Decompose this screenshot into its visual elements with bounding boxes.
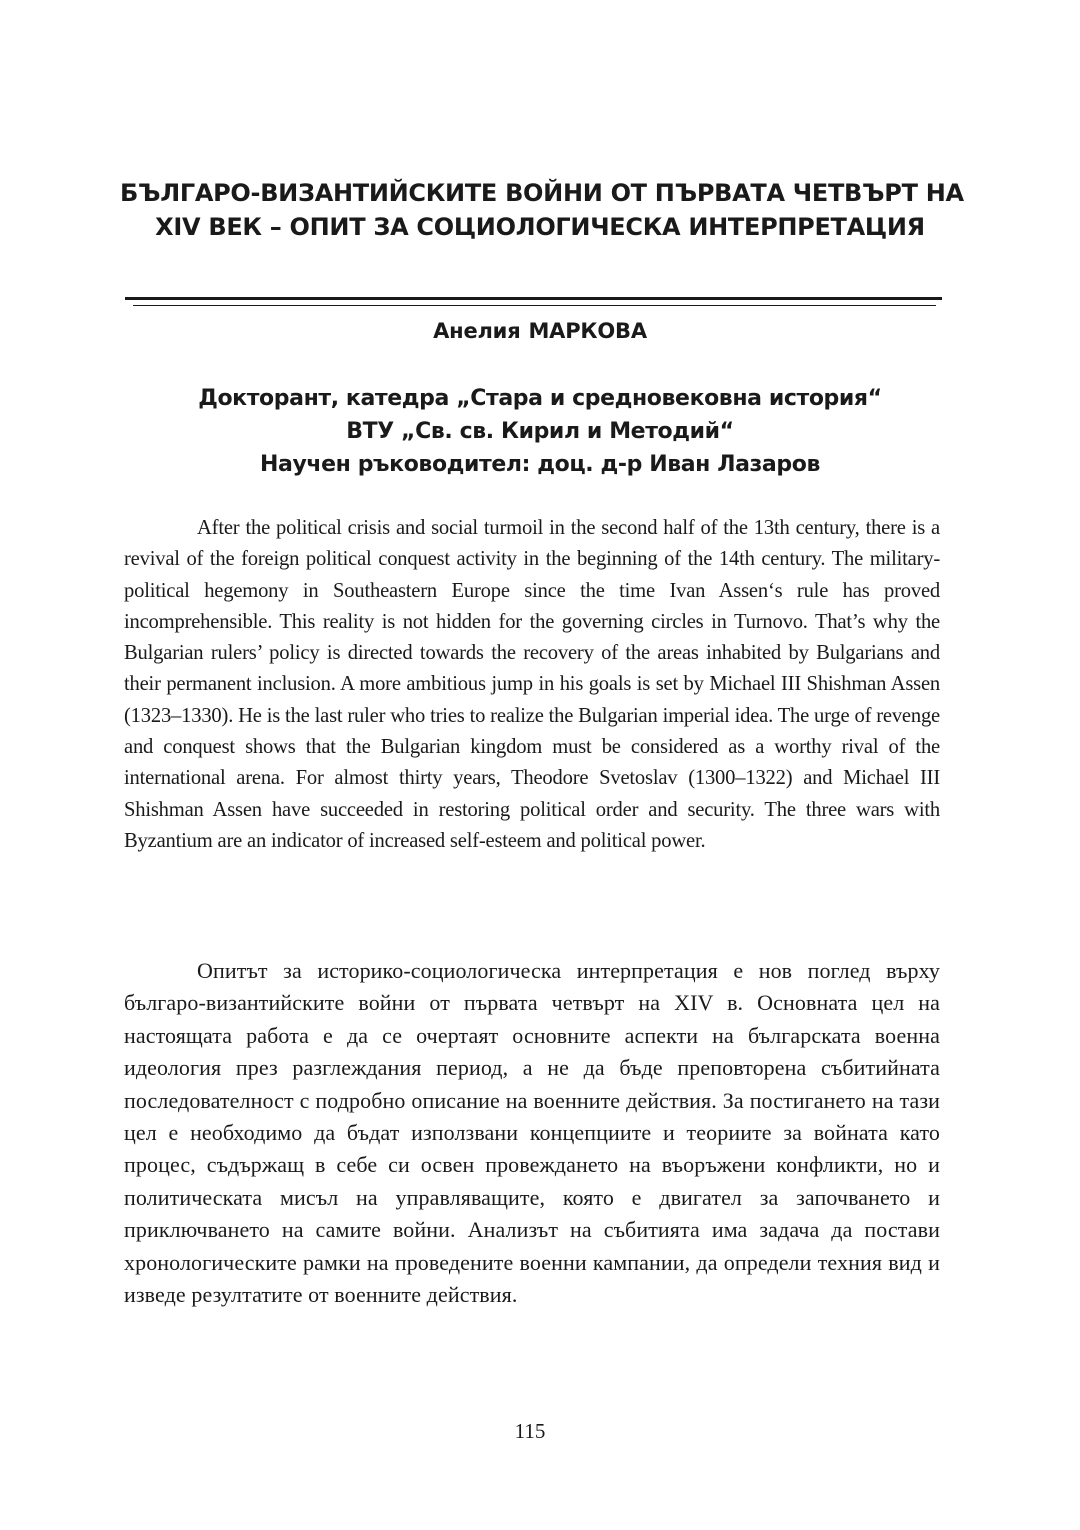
affiliation-position: Докторант, катедра „Стара и средновековна история“ bbox=[198, 386, 882, 411]
author-given-name: Анелия bbox=[433, 319, 521, 343]
body-paragraph: Опитът за историко-социологическа интерпретация е нов поглед върху българо-византийските войни от първата четвърт на XIV в. Основната цел на настоящата работа е да се очертаят основните аспекти на българската военна идеология през разглеждания период, а не да бъде преповторена събитийната последователност с подробно описание на военните действия. За постигането на тази цел е необходимо да бъдат използвани концепциите и теориите за войната като процес, съдържащ в себе си освен провеждането на въоръжени конфликти, но и политическата мисъл на управляващите, която е двигател за започването и приключването на самите войни. Анализът на събитията има задача да постави хронологическите рамки на проведените военни кампании, да определи техния вид и изведе резултатите от военните действия. bbox=[124, 958, 940, 1308]
title-line-1: БЪЛГАРО-ВИЗАНТИЙСКИТЕ ВОЙНИ ОТ ПЪРВАТА ЧЕТВЪРТ НА bbox=[120, 179, 964, 207]
affiliation-university: ВТУ „Св. св. Кирил и Методий“ bbox=[346, 419, 734, 444]
abstract bbox=[124, 513, 940, 857]
author-family-name: МАРКОВА bbox=[528, 319, 647, 343]
abstract-paragraph: After the political crisis and social turmoil in the second half of the 13th century, there is a revival of the foreign political conquest activity in the beginning of the 14th century. The military-political hegemony in Southeastern Europe since the time Ivan Assen‘s rule has proved incomprehensible. This reality is not hidden for the governing circles in Turnovo. That’s why the Bulgarian rulers’ policy is directed towards the recovery of the areas inhabited by Bulgarians and their permanent inclusion. A more ambitious jump in his goals is set by Michael III Shishman Assen (1323–1330). He is the last ruler who tries to realize the Bulgarian imperial idea. The urge of revenge and conquest shows that the Bulgarian kingdom must be considered as a worthy rival of the international arena. For almost thirty years, Theodore Svetoslav (1300–1322) and Michael III Shishman Assen have succeeded in restoring political order and security. The three wars with Byzantium are an indicator of increased self-esteem and political power. bbox=[124, 517, 940, 852]
title-divider-thick bbox=[125, 297, 942, 300]
article-title bbox=[120, 176, 964, 244]
author-affiliation bbox=[120, 382, 960, 481]
page-number: 115 bbox=[514, 1419, 546, 1443]
title-line-2: XIV ВЕК – ОПИТ ЗА СОЦИОЛОГИЧЕСКА ИНТЕРПРЕТАЦИЯ bbox=[155, 213, 925, 241]
body-text bbox=[124, 955, 940, 1311]
affiliation-supervisor: Научен ръководител: доц. д-р Иван Лазаров bbox=[260, 452, 820, 477]
author-name bbox=[120, 316, 960, 346]
title-divider-thin bbox=[133, 305, 936, 306]
